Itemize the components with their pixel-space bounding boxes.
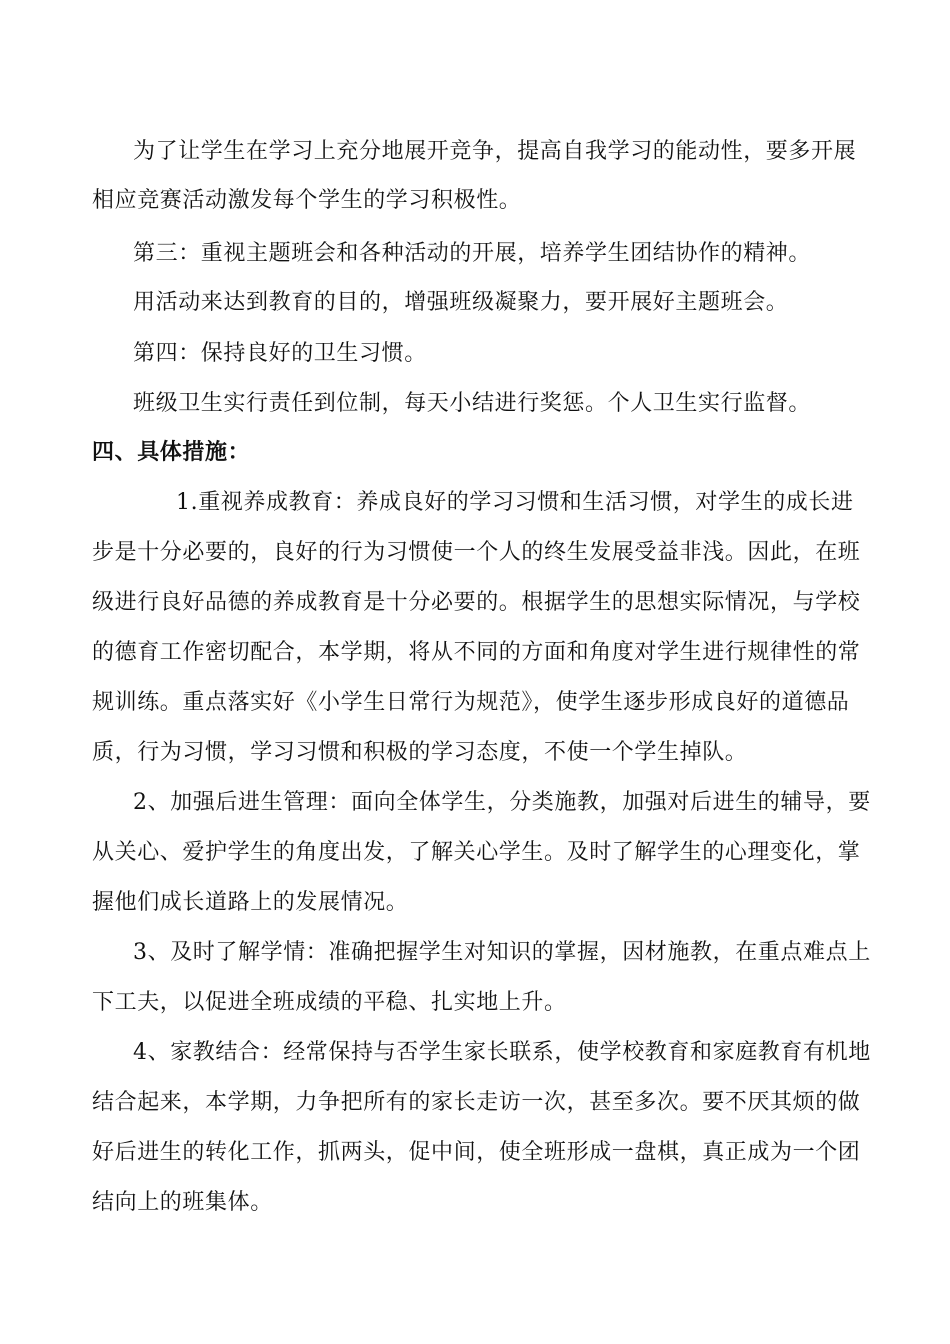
measure-1-line-6: 质，行为习惯，学习习惯和积极的学习态度，不使一个学生掉队。 [92, 740, 748, 765]
measure-3-line-2: 下工夫，以促进全班成绩的平稳、扎实地上升。 [92, 990, 567, 1015]
point-four-heading: 第四：保持良好的卫生习惯。 [133, 341, 427, 366]
measure-1-line-5: 规训练。重点落实好《小学生日常行为规范》，使学生逐步形成良好的道德品 [92, 690, 850, 715]
measure-3-line-1: 3、及时了解学情：准确把握学生对知识的掌握，因材施教，在重点难点上 [133, 940, 871, 965]
measure-4-line-1: 4、家教结合：经常保持与否学生家长联系，使学校教育和家庭教育有机地 [133, 1040, 871, 1065]
section-heading-measures: 四、具体措施： [92, 440, 251, 465]
measure-2-line-3: 握他们成长道路上的发展情况。 [92, 890, 409, 915]
point-three-text: 用活动来达到教育的目的，增强班级凝聚力，要开展好主题班会。 [133, 290, 789, 315]
point-three-heading: 第三：重视主题班会和各种活动的开展，培养学生团结协作的精神。 [133, 241, 812, 266]
paragraph-competition-line-2: 相应竞赛活动激发每个学生的学习积极性。 [92, 188, 522, 213]
point-four-text: 班级卫生实行责任到位制，每天小结进行奖惩。个人卫生实行监督。 [133, 391, 812, 416]
paragraph-competition-line-1: 为了让学生在学习上充分地展开竞争，提高自我学习的能动性，要多开展 [133, 139, 857, 164]
measure-2-line-2: 从关心、爱护学生的角度出发，了解关心学生。及时了解学生的心理变化，掌 [92, 840, 861, 865]
measure-4-line-2: 结合起来，本学期，力争把所有的家长走访一次，甚至多次。要不厌其烦的做 [92, 1090, 861, 1115]
measure-4-line-4: 结向上的班集体。 [92, 1190, 273, 1215]
measure-1-line-1: 1.重视养成教育：养成良好的学习习惯和生活习惯，对学生的成长进 [176, 490, 854, 515]
measure-1-line-3: 级进行良好品德的养成教育是十分必要的。根据学生的思想实际情况，与学校 [92, 590, 861, 615]
measure-1-line-2: 步是十分必要的，良好的行为习惯使一个人的终生发展受益非浅。因此，在班 [92, 540, 861, 565]
measure-4-line-3: 好后进生的转化工作，抓两头，促中间，使全班形成一盘棋，真正成为一个团 [92, 1140, 861, 1165]
measure-1-line-4: 的德育工作密切配合，本学期，将从不同的方面和角度对学生进行规律性的常 [92, 640, 861, 665]
measure-2-line-1: 2、加强后进生管理：面向全体学生，分类施教，加强对后进生的辅导，要 [133, 790, 871, 815]
